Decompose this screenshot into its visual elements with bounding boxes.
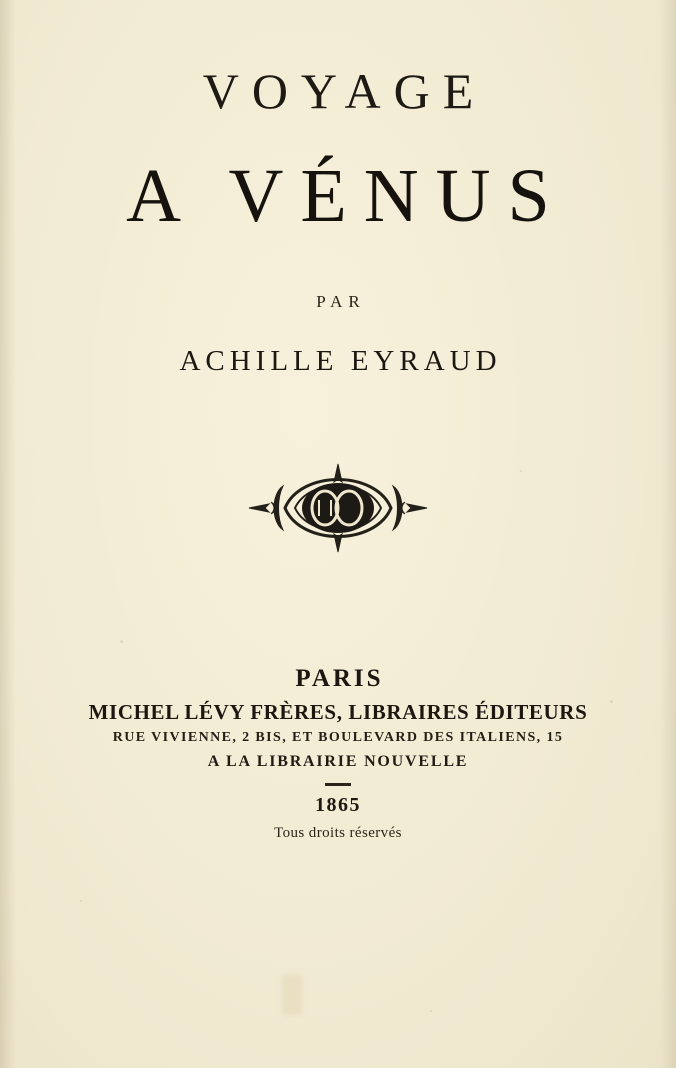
paper-speck <box>120 640 123 643</box>
page-edge-shadow-right <box>660 0 676 1068</box>
imprint-publisher: MICHEL LÉVY FRÈRES, LIBRAIRES ÉDITEURS <box>88 700 588 725</box>
imprint-address: RUE VIVIENNE, 2 BIS, ET BOULEVARD DES ITALIENS, 15 <box>112 730 564 746</box>
paper-speck <box>610 700 613 703</box>
author-name: ACHILLE EYRAUD <box>179 345 502 377</box>
book-title-line-1: VOYAGE <box>202 63 487 119</box>
paper-speck <box>520 470 522 472</box>
imprint-year: 1865 <box>314 793 361 816</box>
paper-smudge <box>282 975 302 1015</box>
imprint-rights-notice: Tous droits réservés <box>274 824 402 841</box>
page-edge-shadow-left <box>0 0 16 1068</box>
imprint-city: PARIS <box>295 665 384 692</box>
paper-speck <box>430 1010 432 1012</box>
imprint-shop: A LA LIBRAIRIE NOUVELLE <box>207 752 469 770</box>
byline-par-label: PAR <box>316 292 366 311</box>
paper-speck <box>80 900 82 902</box>
imprint-block <box>89 666 588 842</box>
divider-rule <box>325 783 351 786</box>
book-title-line-2: A VÉNUS <box>126 154 567 238</box>
publisher-monogram-ornament-icon <box>243 460 433 556</box>
